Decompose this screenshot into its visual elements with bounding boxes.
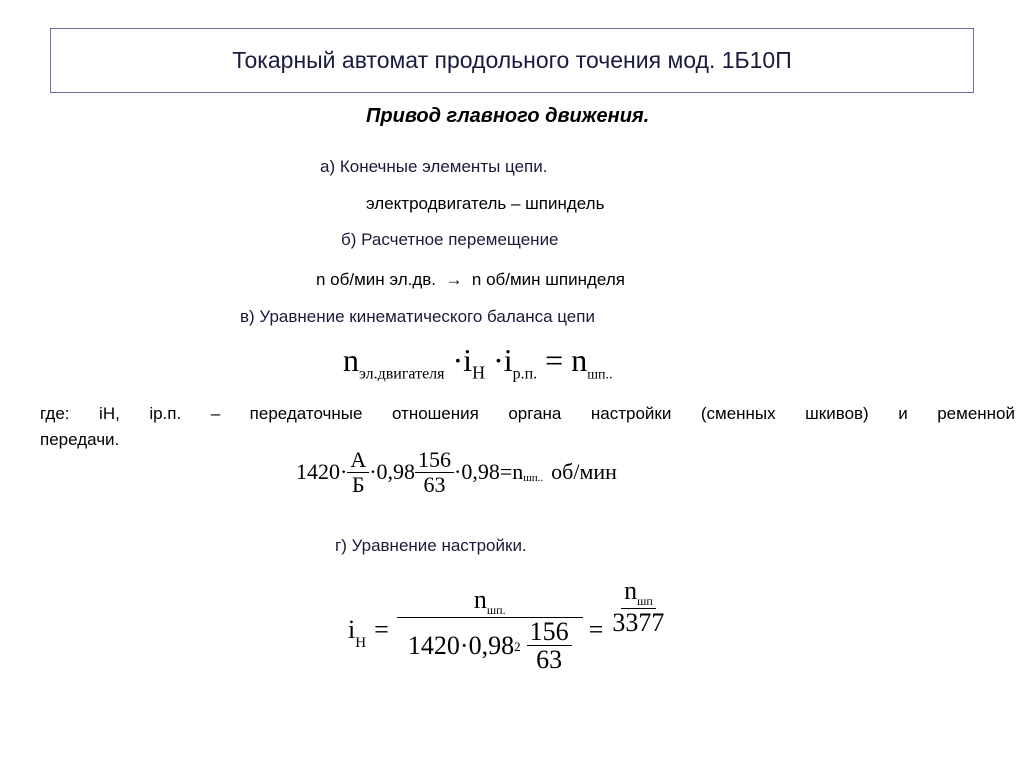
eq1-equals: = xyxy=(545,342,564,378)
eq3-den-eff: 0,98 xyxy=(468,631,515,661)
eq2-eff1: 0,98 xyxy=(376,459,416,484)
eq1-dot: · xyxy=(493,342,504,378)
eq3-den2: 63 xyxy=(536,645,563,675)
eq3-n: n xyxy=(473,585,487,615)
eq3-den-rpm: 1420 xyxy=(407,631,460,661)
eq1-sub-spindle: шп.. xyxy=(587,367,613,383)
eq2-sub-spindle: шп.. xyxy=(523,472,544,484)
eq3-equals: = xyxy=(588,615,604,644)
eq3-den-power: 2 xyxy=(514,639,521,655)
movement-text: n об/мин эл.дв. → n об/мин шпинделя xyxy=(316,270,625,289)
title-box xyxy=(50,28,974,93)
eq3-equals: = xyxy=(374,615,389,644)
eq1-i: i xyxy=(503,342,513,378)
eq2-num1: А xyxy=(347,448,369,472)
eq2-n: n xyxy=(512,459,524,484)
slide-title: Токарный автомат продольного точения мод. 1Б10П xyxy=(232,47,792,73)
eq2-den1: Б xyxy=(351,471,365,497)
eq1-i: i xyxy=(463,342,473,378)
tuning-equation xyxy=(348,575,667,685)
eq2-fraction-pulley xyxy=(415,448,454,495)
chain-ends-text: электродвигатель – шпиндель xyxy=(366,194,605,213)
where-text-line2: передачи. xyxy=(40,430,120,449)
section-g-label: г) Уравнение настройки. xyxy=(335,536,527,555)
eq3-num2: 156 xyxy=(527,618,572,646)
eq3-dot: · xyxy=(459,631,469,661)
eq2-fraction-ab xyxy=(347,448,369,495)
eq3-result-fraction xyxy=(609,577,667,636)
eq3-sub-spindle2: шп xyxy=(637,594,653,609)
where-text-line1: где: iН, iр.п. – передаточные отношения органа настройки (сменных шкивов) и ременной xyxy=(40,404,1015,423)
eq2-dot: · xyxy=(369,459,377,484)
kinematic-balance-equation xyxy=(343,342,613,383)
eq2-eff2: 0,98 xyxy=(461,459,500,484)
eq3-pulley-fraction xyxy=(527,618,572,674)
section-b-label: б) Расчетное перемещение xyxy=(341,230,559,249)
eq2-num2: 156 xyxy=(415,448,454,472)
eq1-sub-h: Н xyxy=(472,362,486,383)
eq2-equals: = xyxy=(499,459,513,484)
eq2-dot: · xyxy=(454,459,462,484)
eq2-dot: · xyxy=(340,459,348,484)
eq3-main-fraction xyxy=(397,586,583,673)
eq3-denominator xyxy=(405,618,575,674)
eq3-numerator xyxy=(397,586,583,618)
eq1-sub-rp: р.п. xyxy=(512,365,538,383)
eq3-i: i xyxy=(348,615,356,644)
section-a-label: а) Конечные элементы цепи. xyxy=(320,157,548,176)
eq2-motor-rpm: 1420 xyxy=(296,459,340,484)
eq1-sub-motor: эл.двигателя xyxy=(359,365,445,383)
eq2-den2: 63 xyxy=(423,471,446,497)
eq3-n: n xyxy=(624,576,638,605)
section-v-label: в) Уравнение кинематического баланса цепи xyxy=(240,307,595,326)
eq2-unit: об/мин xyxy=(551,459,617,484)
eq1-dot: · xyxy=(452,342,464,378)
numeric-balance-equation xyxy=(296,442,617,502)
eq1-n: n xyxy=(343,342,359,378)
section-heading: Привод главного движения. xyxy=(366,105,650,127)
eq3-sub-h: Н xyxy=(355,634,367,651)
eq3-sub-spindle: шп. xyxy=(486,603,506,618)
eq3-result-num xyxy=(621,577,656,609)
eq3-result-den: 3377 xyxy=(612,607,665,637)
eq1-n: n xyxy=(571,342,588,378)
